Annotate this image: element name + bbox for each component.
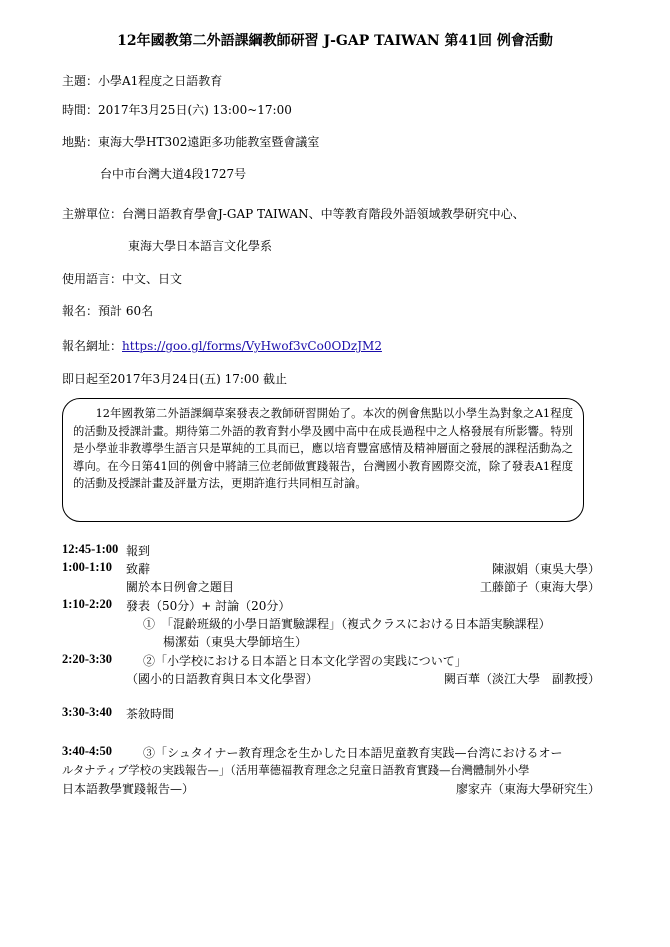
notice-text: 12年國教第二外語課綱草案發表之教師研習開始了。本次的例會焦點以小學生為對象之A1程度的活動及授課計畫。期待第二外語的教育對小學及國中高中在成長過程中之人格發展有所影響。特別是小學並非教導學生語言只是單純的工具而已，應以培育豐富感情及精神層面之發展的課程活動為之導向。在今日第41回的例會中將請三位老師做實踐報告，台灣國小教育國際交流，除了發表A1程度的活動及授課計畫及評量方法，更期許進行共同相互討論。 bbox=[73, 407, 573, 491]
page-title: 12年國教第二外語課綱教師研習 J-GAP TAIWAN 第41回 例會活動 bbox=[117, 33, 553, 49]
language-line: 使用語言：中文、日文 bbox=[62, 272, 183, 286]
schedule-sub-speaker-2: 工藤節子（東海大學） bbox=[479, 580, 600, 594]
venue-address: 台中市台灣大道4段1727号 bbox=[100, 167, 247, 181]
schedule-item-6-line-3: 日本語教學實踐報告—） bbox=[62, 782, 195, 796]
schedule-item-3: ① 「混齡班級的小學日語實驗課程」（複式クラスにおける日本語実験課程） bbox=[143, 617, 551, 631]
organizer-line: 主辦單位：台灣日語教育學會J-GAP TAIWAN、中等教育階段外語領域教學研究中心、 bbox=[62, 207, 525, 221]
schedule-speaker-6: 廖家卉（東海大學研究生） bbox=[455, 782, 600, 796]
registration-line: 報名：預計 60名 bbox=[62, 304, 154, 318]
schedule-item-6-line-1: ③「シュタイナー教育理念を生かした日本語児童教育実践—台湾におけるオー bbox=[143, 746, 563, 760]
schedule-text-5: 茶敘時間 bbox=[126, 707, 175, 721]
schedule-time-6: 3:40-4:50 bbox=[62, 744, 112, 758]
registration-url-label: 報名網址： bbox=[62, 339, 123, 353]
deadline-line: 即日起至2017年3月24日(五) 17:00 截止 bbox=[62, 372, 288, 386]
time-line: 時間：2017年3月25日(六) 13:00~17:00 bbox=[62, 103, 292, 117]
schedule-time-1: 12:45-1:00 bbox=[62, 542, 119, 556]
schedule-item-4: ②「小学校における日本語と日本文化学習の実践について」 bbox=[143, 654, 467, 668]
registration-url-line bbox=[62, 337, 382, 354]
registration-url-link[interactable]: https://goo.gl/forms/VyHwof3vCo0ODzJM2 bbox=[122, 339, 382, 353]
organizer-line-2: 東海大學日本語言文化學系 bbox=[128, 239, 273, 253]
schedule-text-2: 致辭 bbox=[126, 562, 151, 576]
schedule-time-2: 1:00-1:10 bbox=[62, 560, 112, 574]
schedule-text-3: 發表（50分）+ 討論（20分） bbox=[126, 599, 291, 613]
schedule-speaker-2: 陳淑娟（東吳大學） bbox=[491, 562, 600, 576]
theme-line: 主題：小學A1程度之日語教育 bbox=[62, 74, 223, 88]
schedule-sub-4: （國小的日語教育與日本文化學習） bbox=[126, 672, 319, 686]
schedule-time-3: 1:10-2:20 bbox=[62, 597, 112, 611]
schedule-speaker-3: 楊潔茹（東吳大學師培生） bbox=[163, 635, 308, 649]
schedule-time-4: 2:20-3:30 bbox=[62, 652, 112, 666]
venue-line: 地點：東海大學HT302遠距多功能教室暨會議室 bbox=[62, 135, 320, 149]
schedule-time-5: 3:30-3:40 bbox=[62, 705, 112, 719]
schedule-sub-2: 關於本日例會之題目 bbox=[126, 580, 235, 594]
notice-box bbox=[62, 398, 584, 522]
schedule-text-1: 報到 bbox=[126, 544, 151, 558]
schedule-item-6-line-2: ルタナティブ学校の実践報告—」（活用華德福教育理念之兒童日語教育實踐—台灣體制外小學 bbox=[62, 764, 530, 777]
schedule-speaker-4: 闕百華（淡江大學 副教授） bbox=[443, 672, 600, 686]
